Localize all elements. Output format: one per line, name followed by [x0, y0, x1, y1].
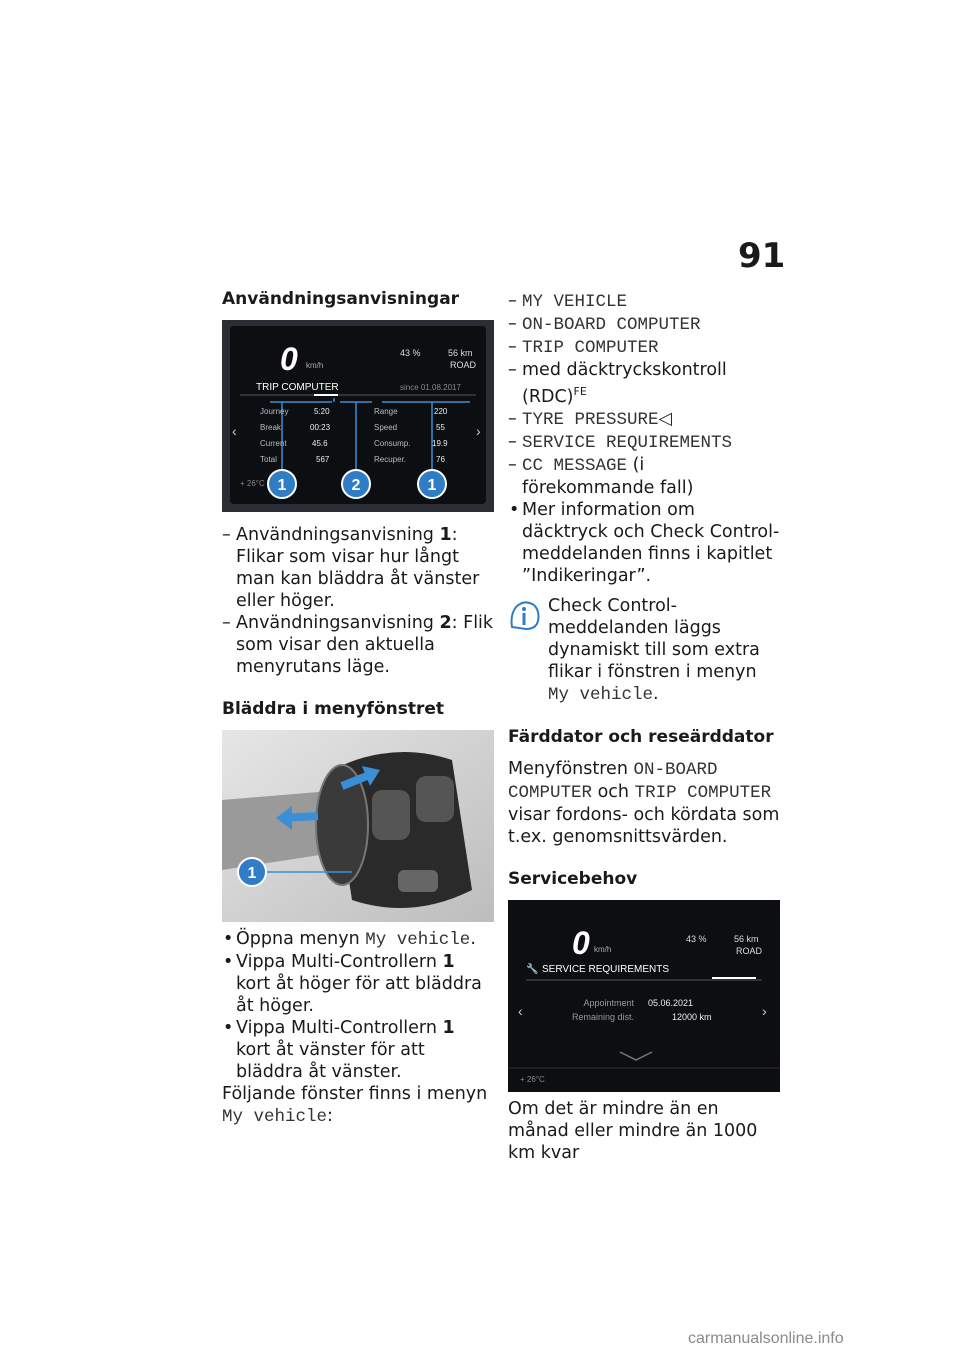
heading-usage-hints: Användningsanvisningar: [222, 289, 460, 309]
svg-text:ROAD: ROAD: [450, 360, 477, 370]
svg-text:Journey: Journey: [260, 407, 289, 416]
heading-trip-computer: Färddator och reseärddator: [508, 726, 774, 747]
back-arrow-icon: ◁: [658, 408, 672, 429]
svg-text:12000 km: 12000 km: [672, 1011, 712, 1022]
svg-text:Speed: Speed: [374, 423, 398, 432]
svg-text:Remaining dist.: Remaining dist.: [571, 1011, 634, 1022]
svg-text:76: 76: [436, 455, 445, 464]
speed-value: 0: [280, 341, 298, 377]
svg-text:567: 567: [316, 455, 330, 464]
controller-svg: [222, 730, 494, 922]
svg-text:ROAD: ROAD: [736, 945, 763, 956]
svg-text:19.9: 19.9: [432, 439, 448, 448]
window-item: – ON-BOARD COMPUTER: [508, 313, 780, 336]
callout-1-right: [418, 470, 446, 498]
svg-text:56 km: 56 km: [448, 348, 473, 358]
svg-text:Appointment: Appointment: [583, 997, 634, 1008]
svg-text:56 km: 56 km: [734, 933, 759, 944]
svg-text:Consump.: Consump.: [374, 439, 411, 448]
callout-2: [342, 470, 370, 498]
trip-computer-text: Menyfönstren ON-BOARD COMPUTER och TRIP COMPUTER visar fordons- och kördata som t.ex. genomsnittsvärden.: [508, 758, 780, 847]
svg-text:SERVICE REQUIREMENTS: SERVICE REQUIREMENTS: [542, 963, 670, 975]
callout-1-controller: [238, 858, 266, 886]
heading-scroll-menu: Bläddra i menyfönstret: [222, 699, 445, 719]
watermark: carmanualsonline.info: [688, 1330, 844, 1347]
svg-text:1: 1: [427, 477, 437, 494]
right-column: [508, 290, 780, 1164]
info-icon: [508, 599, 540, 633]
service-text: Om det är mindre än en månad eller mindre än 1000 km kvar: [508, 1098, 758, 1163]
trip-computer-svg: [222, 320, 494, 512]
svg-text:43 %: 43 %: [400, 348, 421, 358]
figure-handlebar-controller: [222, 730, 494, 922]
svg-text:Range: Range: [374, 407, 398, 416]
step-flip-left: • Vippa Multi-Controllern 1 kort åt vänster för att bläddra åt vänster.: [222, 1017, 494, 1083]
svg-text:+ 26°C: + 26°C: [240, 479, 265, 488]
tab-title: TRIP COMPUTER: [256, 382, 339, 393]
more-info: • Mer information om däcktryck och Check Control-meddelanden finns i kapitlet ”Indikeringar”.: [508, 499, 780, 587]
svg-text:5:20: 5:20: [314, 407, 330, 416]
svg-text:Break: Break: [260, 423, 281, 432]
heading-service: Servicebehov: [508, 868, 638, 889]
svg-text:55: 55: [436, 423, 445, 432]
wrench-icon: 🔧: [526, 963, 539, 975]
svg-text:Current: Current: [260, 439, 287, 448]
hint-1: – Användningsanvisning 1: Flikar som visar hur långt man kan bläddra åt vänster eller höger.: [222, 524, 494, 612]
window-item: – MY VEHICLE: [508, 290, 780, 313]
window-item: – TRIP COMPUTER: [508, 336, 780, 359]
step-flip-right: • Vippa Multi-Controllern 1 kort åt höger för att bläddra åt höger.: [222, 951, 494, 1017]
callout-1-left: [268, 470, 296, 498]
svg-text:00:23: 00:23: [310, 423, 331, 432]
service-svg: [508, 900, 780, 1092]
svg-text:since 01.08.2017: since 01.08.2017: [400, 383, 461, 392]
svg-text:220: 220: [434, 407, 448, 416]
speed-value: 0: [572, 924, 590, 961]
svg-text:‹: ‹: [518, 1002, 523, 1019]
figure-trip-computer-display: [222, 320, 494, 512]
svg-text:km/h: km/h: [306, 361, 324, 370]
svg-text:Recuper.: Recuper.: [374, 455, 407, 464]
svg-text:43 %: 43 %: [686, 933, 707, 944]
left-column: [222, 288, 494, 1128]
svg-text:45.6: 45.6: [312, 439, 328, 448]
svg-text:05.06.2021: 05.06.2021: [648, 997, 694, 1008]
window-item: – CC MESSAGE (i förekommande fall): [508, 454, 780, 499]
svg-text:›: ›: [762, 1002, 767, 1019]
svg-text:›: ›: [476, 423, 481, 439]
svg-text:1: 1: [247, 865, 257, 882]
svg-text:+ 26°C: + 26°C: [520, 1074, 545, 1084]
svg-text:‹: ‹: [232, 423, 237, 439]
svg-text:1: 1: [277, 477, 287, 494]
window-item-rdc: – med däcktryckskontroll (RDC)$^{FE}$: [508, 359, 780, 408]
svg-text:Total: Total: [260, 455, 277, 464]
window-item: – TYRE PRESSURE◁: [508, 408, 780, 431]
windows-intro: Följande fönster finns i menyn My vehicle:: [222, 1084, 488, 1127]
info-note: Check Control-meddelanden läggs dynamiskt till som extra flikar i fönstren i menyn My vehicle.: [508, 595, 780, 706]
step-open-menu: • Öppna menyn My vehicle.: [222, 928, 494, 951]
window-item: – SERVICE REQUIREMENTS: [508, 431, 780, 454]
page-number: 91: [738, 236, 786, 276]
svg-text:2: 2: [351, 477, 361, 494]
svg-text:km/h: km/h: [594, 944, 612, 954]
figure-service-display: [508, 900, 780, 1092]
hint-2: – Användningsanvisning 2: Flik som visar den aktuella menyrutans läge.: [222, 612, 494, 678]
